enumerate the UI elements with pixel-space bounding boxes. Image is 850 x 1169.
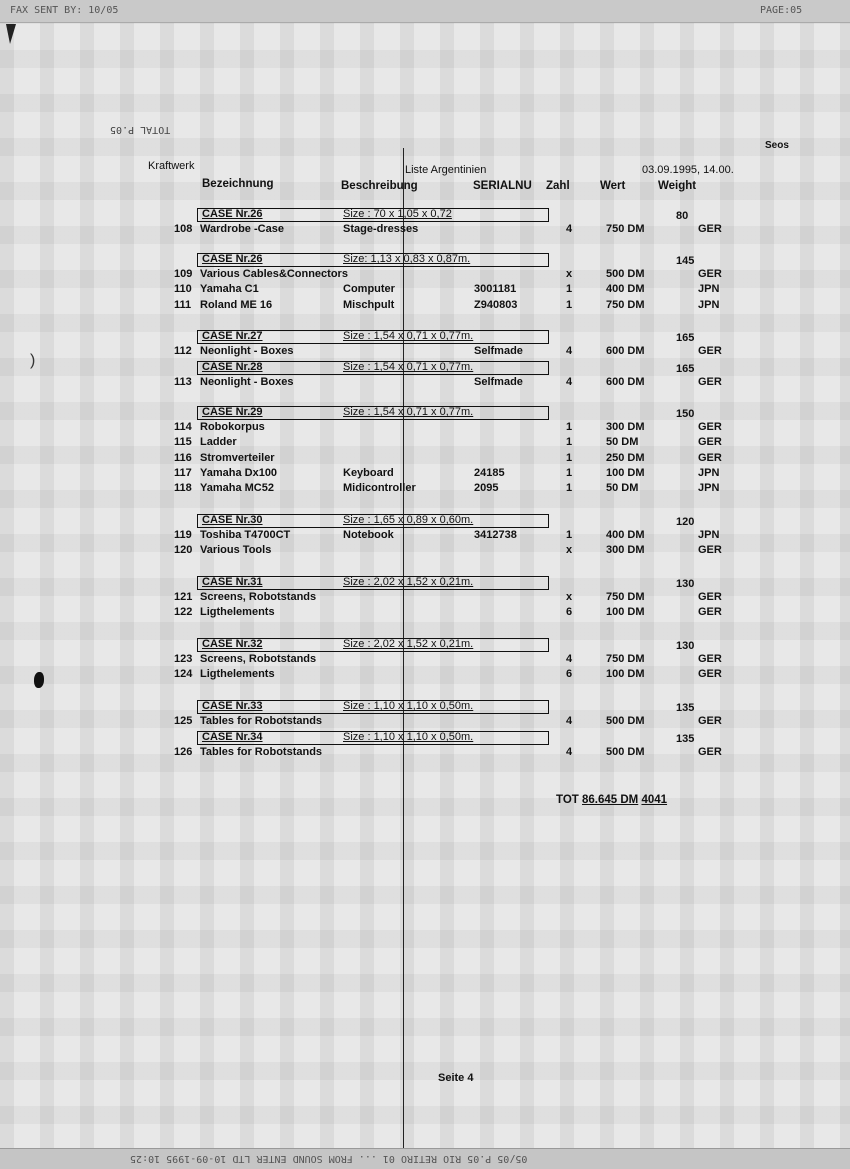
item-origin: GER xyxy=(698,668,722,681)
item-number: 123 xyxy=(174,653,193,665)
item-quantity: 1 xyxy=(566,283,573,296)
item-row xyxy=(0,283,850,298)
item-value: 100 DM xyxy=(606,668,645,681)
case-size: Size : 1,54 x 0,71 x 0,77m. xyxy=(343,330,474,342)
item-origin: GER xyxy=(698,345,722,357)
item-origin: JPN xyxy=(698,298,720,311)
company-name: Kraftwerk xyxy=(148,160,195,172)
col-header-beschreibung: Beschreibung xyxy=(341,180,418,192)
item-origin: GER xyxy=(698,606,722,619)
item-quantity: 4 xyxy=(566,746,573,758)
item-row xyxy=(0,606,850,621)
case-label: CASE Nr.27 xyxy=(202,330,263,342)
item-quantity: 1 xyxy=(566,436,573,449)
item-description: Mischpult xyxy=(343,298,395,311)
item-quantity: 1 xyxy=(566,529,573,541)
document-date: 03.09.1995, 14.00. xyxy=(642,164,734,176)
item-quantity: x xyxy=(566,591,573,603)
item-number: 124 xyxy=(174,668,193,681)
item-serial: Z940803 xyxy=(474,298,518,311)
item-description: Midicontroller xyxy=(343,482,416,495)
item-number: 116 xyxy=(174,451,192,464)
case-label: CASE Nr.29 xyxy=(202,406,263,418)
item-row xyxy=(0,668,850,683)
case-size: Size : 2,02 x 1,52 x 0,21m. xyxy=(343,576,474,588)
case-size: Size : 70 x 1,05 x 0,72 xyxy=(343,208,452,220)
case-weight: 165 xyxy=(676,332,695,344)
item-origin: GER xyxy=(698,223,722,235)
item-name: Various Cables&Connectors xyxy=(200,268,348,280)
item-row xyxy=(0,715,850,730)
item-origin: GER xyxy=(698,544,722,557)
item-quantity: 6 xyxy=(566,668,573,681)
col-header-wert: Wert xyxy=(600,180,626,192)
case-label: CASE Nr.31 xyxy=(202,576,263,588)
item-value: 50 DM xyxy=(606,436,639,449)
item-value: 250 DM xyxy=(606,451,645,464)
item-quantity: 1 xyxy=(566,466,573,479)
item-name: Tables for Robotstands xyxy=(200,746,323,758)
item-number: 111 xyxy=(174,298,192,311)
item-number: 121 xyxy=(174,591,193,603)
item-value: 500 DM xyxy=(606,715,645,727)
item-origin: GER xyxy=(698,715,722,727)
item-row xyxy=(0,482,850,497)
item-value: 750 DM xyxy=(606,223,645,235)
col-header-weight: Weight xyxy=(658,180,697,192)
item-quantity: 4 xyxy=(566,345,573,357)
item-name: Screens, Robotstands xyxy=(200,591,317,603)
item-quantity: 1 xyxy=(566,451,573,464)
scan-bracket-mark: ) xyxy=(30,352,36,369)
item-row xyxy=(0,529,850,544)
item-number: 122 xyxy=(174,606,193,619)
item-serial: 2095 xyxy=(474,482,499,495)
item-name: Stromverteiler xyxy=(200,451,275,464)
item-serial: 3001181 xyxy=(474,283,517,296)
item-name: Tables for Robotstands xyxy=(200,715,323,727)
item-number: 115 xyxy=(174,436,192,449)
item-value: 750 DM xyxy=(606,591,645,603)
item-origin: JPN xyxy=(698,283,720,296)
item-name: Ligthelements xyxy=(200,606,275,619)
item-origin: GER xyxy=(698,436,722,449)
case-label: CASE Nr.34 xyxy=(202,731,263,743)
item-origin: JPN xyxy=(698,466,720,479)
case-label: CASE Nr.32 xyxy=(202,638,263,650)
item-name: Ligthelements xyxy=(200,668,275,681)
item-origin: JPN xyxy=(698,482,720,495)
item-number: 113 xyxy=(174,376,192,388)
item-quantity: 6 xyxy=(566,606,573,619)
item-quantity: 4 xyxy=(566,223,573,235)
fax-header-right: PAGE:05 xyxy=(760,5,803,16)
item-serial: Selfmade xyxy=(474,376,523,388)
item-row xyxy=(0,452,850,467)
item-origin: GER xyxy=(698,268,722,280)
item-origin: GER xyxy=(698,591,722,603)
item-value: 600 DM xyxy=(606,345,645,357)
case-label: CASE Nr.30 xyxy=(202,514,263,526)
item-quantity: 4 xyxy=(566,653,573,665)
case-weight: 130 xyxy=(676,640,695,652)
item-value: 100 DM xyxy=(606,466,645,479)
item-name: Ladder xyxy=(200,436,237,449)
item-value: 300 DM xyxy=(606,544,645,557)
item-serial: 24185 xyxy=(474,466,505,479)
item-number: 118 xyxy=(174,482,192,495)
item-row xyxy=(0,653,850,668)
total-prefix: TOT xyxy=(556,794,579,806)
item-name: Screens, Robotstands xyxy=(200,653,317,665)
item-description: Computer xyxy=(343,283,395,296)
case-size: Size : 1,10 x 1,10 x 0,50m. xyxy=(343,700,474,712)
item-number: 112 xyxy=(174,345,192,357)
fax-footer-text: 05/05 P.05 RIO RETIRO 01 ... FROM SOUND ENTER LTD 10-09-1995 10:25 xyxy=(130,1153,528,1164)
case-size: Size : 2,02 x 1,52 x 0,21m. xyxy=(343,638,474,650)
item-quantity: x xyxy=(566,544,573,557)
item-serial: Selfmade xyxy=(474,345,523,357)
case-weight: 150 xyxy=(676,408,695,420)
item-quantity: 1 xyxy=(566,421,573,433)
item-origin: GER xyxy=(698,746,722,758)
item-row xyxy=(0,746,850,761)
case-size: Size : 1,54 x 0,71 x 0,77m. xyxy=(343,406,474,418)
case-label: CASE Nr.26 xyxy=(202,208,263,220)
item-quantity: x xyxy=(566,268,573,280)
fax-header-left: FAX SENT BY: 10/05 xyxy=(10,5,119,16)
case-label: CASE Nr.28 xyxy=(202,361,263,373)
col-header-bezeichnung: Bezeichnung xyxy=(202,178,274,190)
item-name: Neonlight - Boxes xyxy=(200,376,294,388)
item-number: 117 xyxy=(174,466,192,479)
col-header-serial: SERIALNU xyxy=(473,180,532,192)
item-name: Wardrobe -Case xyxy=(200,223,284,235)
item-value: 500 DM xyxy=(606,268,645,280)
item-row xyxy=(0,299,850,314)
case-size: Size : 1,54 x 0,71 x 0,77m. xyxy=(343,361,474,373)
item-origin: GER xyxy=(698,376,722,388)
col-header-zahl: Zahl xyxy=(546,180,570,192)
case-size: Size : 1,65 x 0,89 x 0,60m. xyxy=(343,514,474,526)
item-number: 114 xyxy=(174,421,192,433)
case-weight: 145 xyxy=(676,255,695,267)
corner-right-note: Seos xyxy=(765,140,789,151)
item-number: 126 xyxy=(174,746,193,758)
case-size: Size : 1,10 x 1,10 x 0,50m. xyxy=(343,731,474,743)
item-origin: GER xyxy=(698,451,722,464)
case-label: CASE Nr.26 xyxy=(202,253,263,265)
item-origin: JPN xyxy=(698,529,720,541)
item-number: 125 xyxy=(174,715,193,727)
mirrored-note: TOTAL P.05 xyxy=(110,124,171,135)
item-number: 110 xyxy=(174,283,192,296)
case-weight: 80 xyxy=(676,210,689,222)
case-weight: 165 xyxy=(676,363,695,375)
item-value: 750 DM xyxy=(606,298,645,311)
case-weight: 135 xyxy=(676,733,695,745)
case-label: CASE Nr.33 xyxy=(202,700,263,712)
item-name: Robokorpus xyxy=(200,421,265,433)
item-description: Keyboard xyxy=(343,466,394,479)
item-value: 500 DM xyxy=(606,746,645,758)
item-number: 109 xyxy=(174,268,193,280)
item-value: 400 DM xyxy=(606,283,645,296)
item-number: 119 xyxy=(174,529,192,541)
item-origin: GER xyxy=(698,653,722,665)
item-name: Neonlight - Boxes xyxy=(200,345,294,357)
item-row xyxy=(0,591,850,606)
item-value: 750 DM xyxy=(606,653,645,665)
item-row xyxy=(0,376,850,391)
item-row xyxy=(0,421,850,436)
case-size: Size: 1,13 x 0,83 x 0,87m. xyxy=(343,253,471,265)
item-value: 50 DM xyxy=(606,482,639,495)
item-origin: GER xyxy=(698,421,722,433)
case-weight: 135 xyxy=(676,702,695,714)
item-name: Yamaha C1 xyxy=(200,283,259,296)
item-serial: 3412738 xyxy=(474,529,517,541)
case-weight: 120 xyxy=(676,516,695,528)
item-row xyxy=(0,544,850,559)
item-name: Roland ME 16 xyxy=(200,298,273,311)
item-row xyxy=(0,345,850,360)
item-name: Toshiba T4700CT xyxy=(200,529,291,541)
item-row xyxy=(0,436,850,451)
item-row xyxy=(0,467,850,482)
item-quantity: 1 xyxy=(566,482,573,495)
item-value: 100 DM xyxy=(606,606,645,619)
total-line xyxy=(556,794,667,806)
item-name: Yamaha Dx100 xyxy=(200,466,278,479)
page-number: Seite 4 xyxy=(438,1072,474,1084)
item-value: 400 DM xyxy=(606,529,645,541)
item-value: 300 DM xyxy=(606,421,645,433)
item-quantity: 1 xyxy=(566,298,573,311)
item-row xyxy=(0,268,850,283)
item-name: Yamaha MC52 xyxy=(200,482,274,495)
item-value: 600 DM xyxy=(606,376,645,388)
item-quantity: 4 xyxy=(566,376,573,388)
document-title: Liste Argentinien xyxy=(405,164,487,176)
item-number: 120 xyxy=(174,544,193,557)
case-weight: 130 xyxy=(676,578,695,590)
total-value: 86.645 DM xyxy=(582,794,639,806)
item-quantity: 4 xyxy=(566,715,573,727)
fax-header-strip xyxy=(0,0,850,23)
item-description: Notebook xyxy=(343,529,394,541)
item-description: Stage-dresses xyxy=(343,223,419,235)
fax-footer-strip xyxy=(0,1148,850,1169)
total-weight: 4041 xyxy=(641,794,668,806)
item-number: 108 xyxy=(174,223,193,235)
corner-scan-mark xyxy=(4,22,18,46)
item-name: Various Tools xyxy=(200,544,272,557)
item-row xyxy=(0,223,850,238)
